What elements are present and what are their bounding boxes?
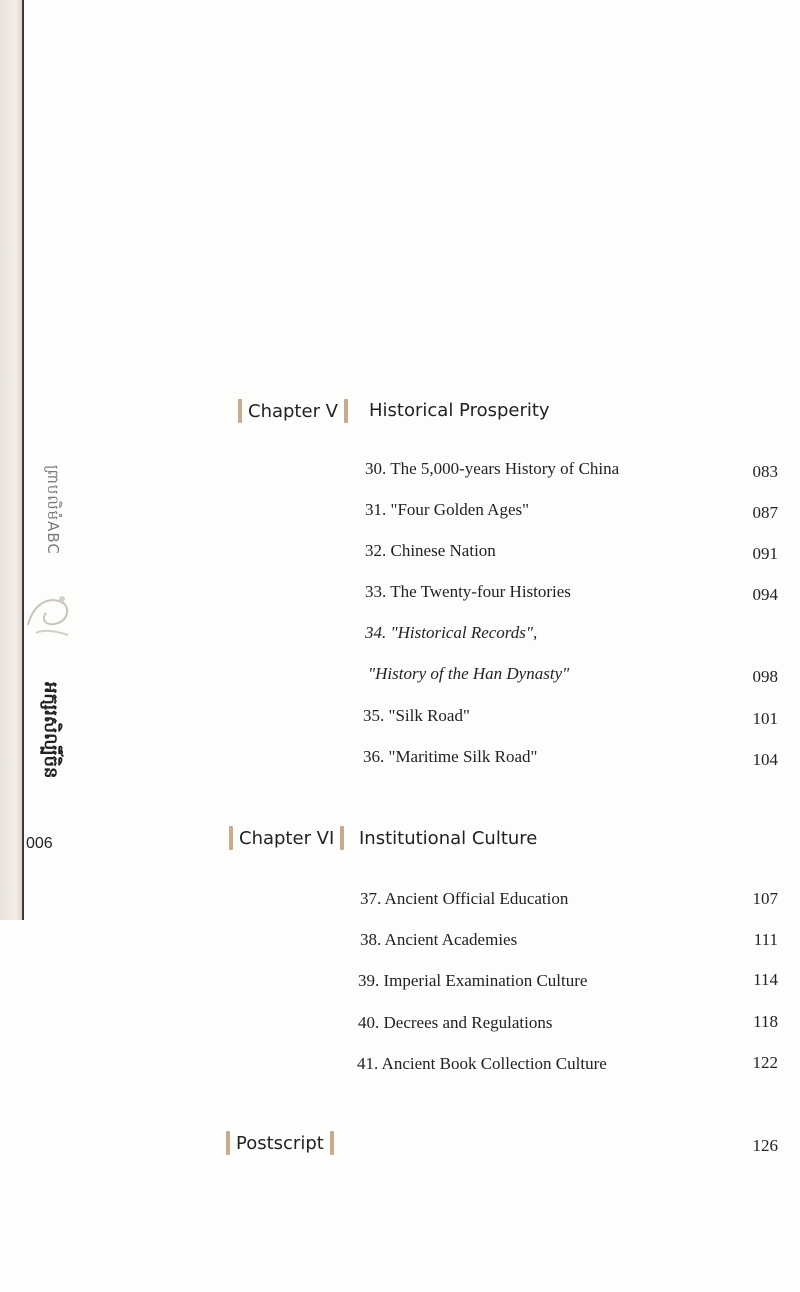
toc-page-30: 083 [752, 462, 778, 481]
bracket-right [330, 1131, 334, 1155]
chapter-6-title: Institutional Culture [359, 828, 538, 849]
toc-entry-33[interactable]: 33. The Twenty-four Histories [365, 582, 571, 601]
chapter-6-label [229, 826, 344, 850]
chapter-6-label-text: Chapter VI [239, 827, 335, 849]
toc-entry-30[interactable]: 30. The 5,000-years History of China [365, 459, 620, 478]
book-spine [0, 0, 22, 920]
toc-entry-34-line1[interactable]: 34. "Historical Records", [365, 623, 538, 642]
toc-entry-32[interactable]: 32. Chinese Nation [365, 541, 496, 560]
toc-entry-38[interactable]: 38. Ancient Academies [360, 930, 518, 949]
postscript-label-text: Postscript [236, 1132, 324, 1154]
toc-entry-39[interactable]: 39. Imperial Examination Culture [358, 971, 588, 990]
toc-page-41: 122 [752, 1053, 778, 1072]
chapter-5-label [238, 399, 348, 423]
toc-page-38: 111 [753, 930, 778, 949]
side-running-title: ព្រាបលិមំABC [44, 465, 62, 555]
chapter-5-title: Historical Prosperity [369, 400, 550, 421]
postscript-label[interactable] [226, 1131, 334, 1155]
toc-page-34: 098 [752, 667, 778, 686]
toc-entry-36[interactable]: 36. "Maritime Silk Road" [363, 747, 538, 766]
toc-page-31: 087 [752, 503, 778, 522]
page-number: 006 [26, 835, 53, 852]
toc-page-36: 104 [752, 750, 778, 769]
toc-entry-31[interactable]: 31. "Four Golden Ages" [365, 500, 530, 519]
chapter-5-label-text: Chapter V [248, 400, 338, 422]
toc-entry-37[interactable]: 37. Ancient Official Education [360, 889, 569, 908]
toc-page-37: 107 [752, 889, 778, 908]
ornament-icon [18, 585, 78, 640]
toc-entry-41[interactable]: 41. Ancient Book Collection Culture [357, 1054, 607, 1073]
spine-edge [22, 0, 24, 920]
toc-entry-35[interactable]: 35. "Silk Road" [363, 706, 470, 725]
toc-page-35: 101 [752, 709, 778, 728]
bracket-right [340, 826, 344, 850]
toc-entry-40[interactable]: 40. Decrees and Regulations [358, 1013, 553, 1032]
bracket-right [344, 399, 348, 423]
toc-page-39: 114 [753, 970, 778, 989]
toc-page-40: 118 [753, 1012, 778, 1031]
toc-page-32: 091 [752, 544, 778, 563]
side-book-title: អក្សរសិល្បិ៍ចិន [40, 682, 61, 779]
toc-page-33: 094 [752, 585, 778, 604]
postscript-page: 126 [752, 1136, 778, 1155]
toc-entry-34-line2[interactable]: "History of the Han Dynasty" [368, 664, 570, 683]
